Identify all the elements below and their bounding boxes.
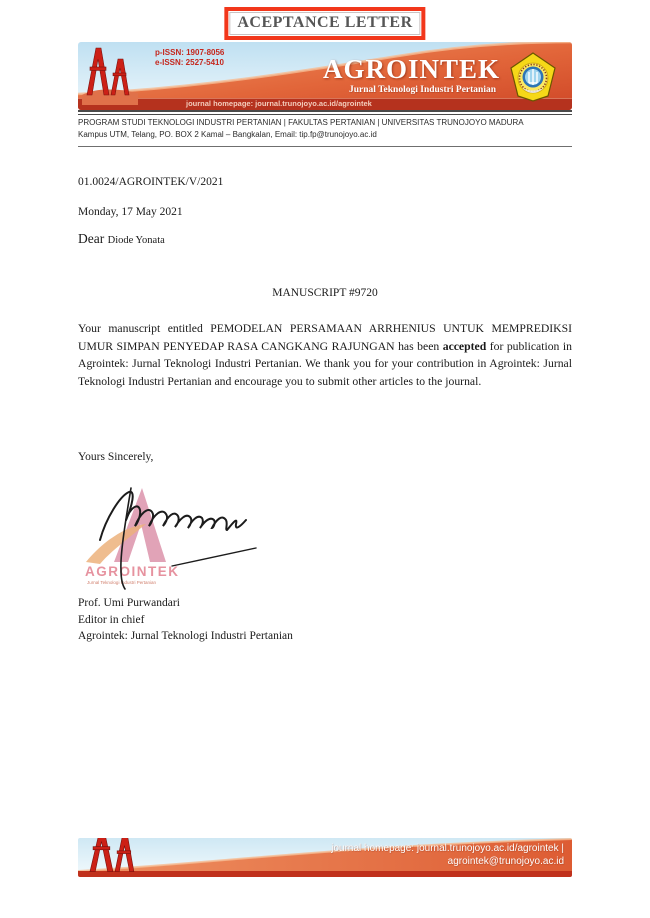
letter-date: Monday, 17 May 2021 [78,206,183,218]
institution-address [78,117,572,140]
letter-reference-number: 01.0024/AGROINTEK/V/2021 [78,176,224,188]
body-text-before: Your manuscript entitled PEMODELAN PERSAMAAN ARRHENIUS UNTUK MEMPREDIKSI UMUR SIMPAN PENYEDAP RASA CANGKANG RAJUNGAN has been [78,322,572,353]
header-double-rule [78,110,572,115]
e-issn: e-ISSN: 2527-5410 [155,58,224,67]
letter-body-paragraph [78,320,572,390]
manuscript-heading: MANUSCRIPT #9720 [272,287,378,299]
title-inner-border [229,12,420,35]
signature-image [84,466,314,592]
issn-block [155,48,224,68]
body-text-accepted: accepted [442,339,487,353]
svg-text:Jurnal Teknologi Industri Pert: Jurnal Teknologi Industri Pertanian [87,580,156,585]
banner-homepage-text: journal homepage: journal.trunojoyo.ac.id/agrointek [186,99,372,108]
body-text-after: for publication in Agrointek: Jurnal Teknologi Industri Pertanian. We thank you for your contribution in Agrointek: Jurnal Teknologi Industri Pertanian and encourage you to submit other articles to the journal. [78,339,572,388]
signer-title: Editor in chief [78,613,145,626]
signature-block [84,466,314,592]
suramadu-bridge-logo-icon [82,45,138,105]
salutation-prefix: Dear [78,231,108,246]
footer-homepage-line-1: journal homepage: journal.trunojoyo.ac.id/agrointek | [331,843,564,854]
university-shield-icon [509,52,557,102]
footer-homepage-text [331,843,564,868]
journal-footer-banner [78,838,572,877]
footer-homepage-line-2: agrointek@trunojoyo.ac.id [447,855,564,867]
salutation-line [78,231,165,247]
page-title: ACEPTANCE LETTER [237,14,413,31]
address-divider-rule [78,146,572,147]
svg-text:AGROINTEK: AGROINTEK [85,564,180,579]
journal-name: AGROINTEK [322,54,500,84]
journal-header-banner [78,42,572,110]
footer-bridge-logo-icon [84,838,144,877]
recipient-name: Diode Yonata [107,235,165,246]
p-issn: p-ISSN: 1907-8056 [155,48,225,57]
signer-block [78,595,293,645]
address-line-2: Kampus UTM, Telang, PO. BOX 2 Kamal – Bangkalan, Email: tip.fp@trunojoyo.ac.id [78,129,377,139]
signer-organization: Agrointek: Jurnal Teknologi Industri Pertanian [78,630,293,642]
closing-line: Yours Sincerely, [78,451,154,463]
journal-subtitle: Jurnal Teknologi Industri Pertanian [348,85,496,95]
address-line-1: PROGRAM STUDI TEKNOLOGI INDUSTRI PERTANIAN | FAKULTAS PERTANIAN | UNIVERSITAS TRUNOJOYO MADURA [78,118,524,127]
signer-name: Prof. Umi Purwandari [78,597,180,609]
acceptance-letter-title-box [224,7,425,40]
